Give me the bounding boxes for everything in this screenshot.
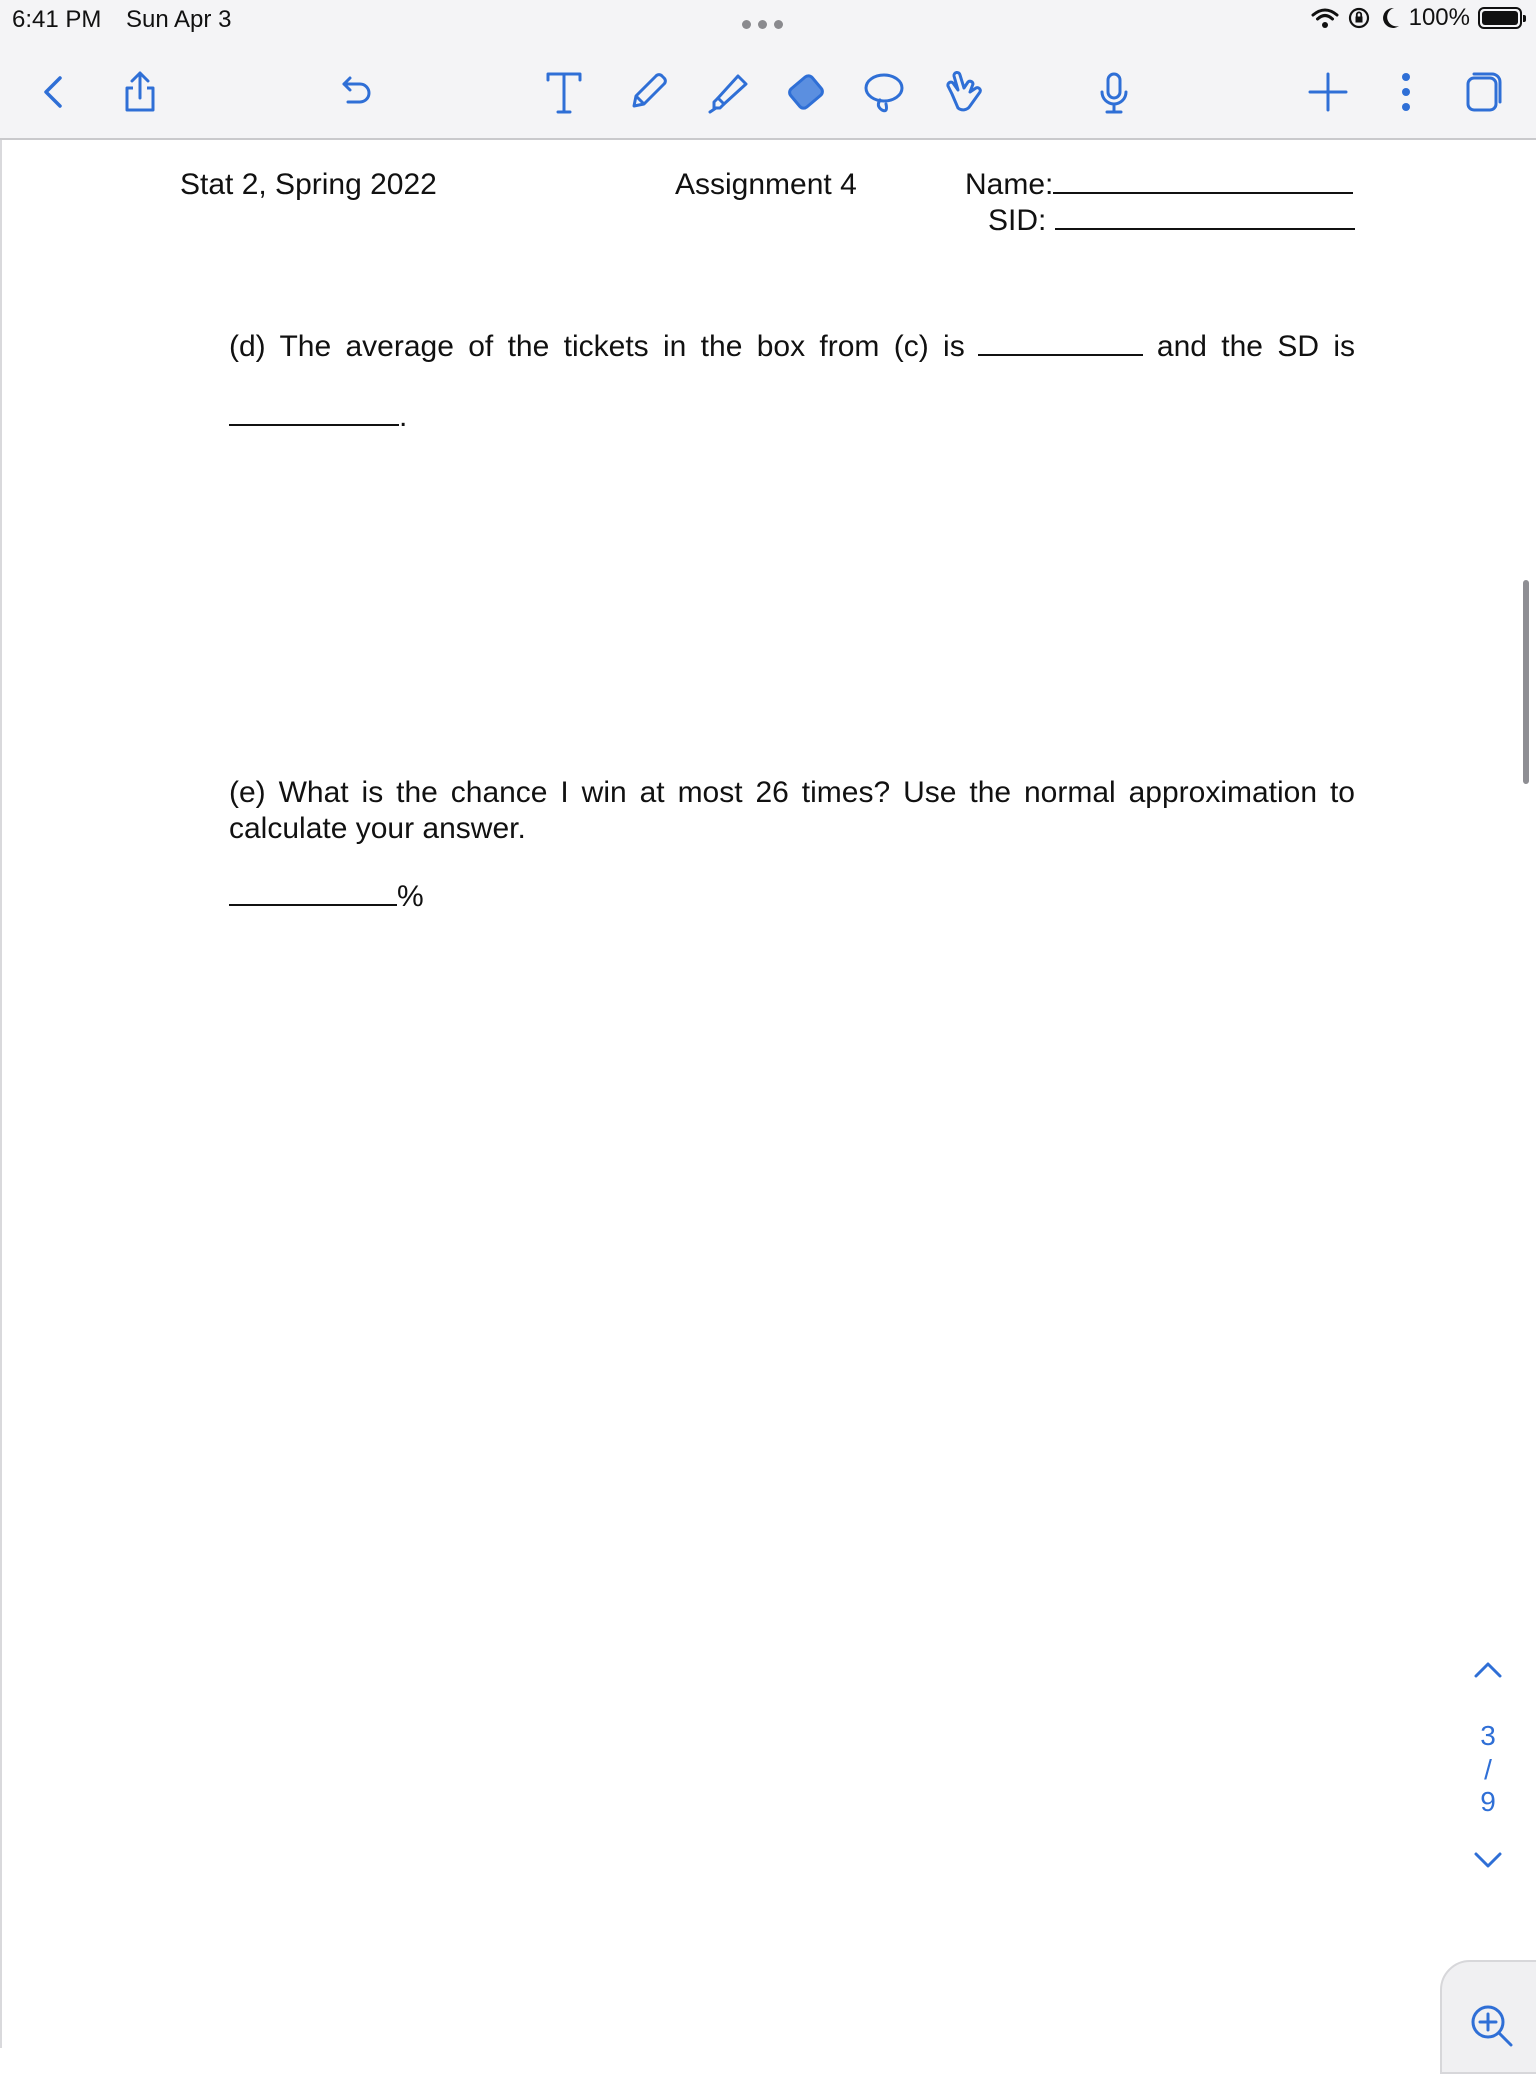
page-separator: /: [1484, 1754, 1492, 1785]
previous-page-icon[interactable]: [1470, 1658, 1506, 1682]
next-page-icon[interactable]: [1470, 1848, 1506, 1872]
add-icon: [1304, 68, 1352, 116]
lasso-icon: [860, 68, 908, 116]
microphone-button[interactable]: [1088, 66, 1140, 118]
sid-blank[interactable]: [1055, 228, 1355, 230]
battery-icon: [1478, 7, 1522, 29]
name-blank[interactable]: [1053, 192, 1353, 194]
text-tool-icon: [540, 68, 588, 116]
eraser-icon: [782, 68, 830, 116]
average-blank[interactable]: [978, 354, 1143, 356]
highlighter-tool-button[interactable]: [702, 66, 754, 118]
question-e-line1: (e) What is the chance I win at most 26 times? Use the normal approximation to: [229, 776, 1355, 809]
text-tool-button[interactable]: [538, 66, 590, 118]
page-navigator: [1466, 1650, 1510, 1880]
chance-blank[interactable]: [229, 904, 397, 906]
pointer-hand-icon: [940, 68, 988, 116]
page-edge: [0, 140, 2, 2048]
question-e-line2: calculate your answer.: [229, 812, 526, 845]
share-button[interactable]: [114, 66, 166, 118]
question-d-text-sd: and the SD is: [1156, 330, 1355, 363]
wifi-icon: [1311, 7, 1339, 29]
status-time: 6:41 PM: [12, 6, 102, 33]
orientation-lock-icon: [1347, 6, 1371, 30]
status-date: Sun Apr 3: [126, 6, 232, 33]
eraser-tool-button[interactable]: [780, 66, 832, 118]
pages-icon: [1458, 68, 1506, 116]
lasso-tool-button[interactable]: [858, 66, 910, 118]
question-d-text: (d) The average of the tickets in the box from (c) is: [229, 330, 965, 363]
current-page-number: 3: [1480, 1720, 1496, 1751]
sd-blank[interactable]: [229, 424, 399, 426]
more-button[interactable]: [1380, 66, 1432, 118]
back-icon: [30, 68, 78, 116]
question-d-period: .: [399, 400, 408, 433]
toolbar: [0, 40, 1536, 140]
question-e-answer: [229, 880, 424, 914]
pointer-tool-button[interactable]: [938, 66, 990, 118]
percent-sign: %: [397, 880, 424, 913]
battery-percent: 100%: [1408, 4, 1470, 31]
moon-icon: [1379, 6, 1401, 30]
multitasking-dots-icon[interactable]: [742, 20, 783, 29]
status-bar: [0, 0, 1536, 40]
course-title: Stat 2, Spring 2022: [180, 168, 437, 201]
status-indicators: [1311, 4, 1522, 32]
name-field-row: [965, 168, 1353, 202]
microphone-icon: [1090, 68, 1138, 116]
back-button[interactable]: [28, 66, 80, 118]
zoom-in-icon: [1468, 2002, 1516, 2050]
pages-button[interactable]: [1456, 66, 1508, 118]
share-icon: [116, 68, 164, 116]
sid-field-row: [988, 204, 1355, 238]
question-e: [229, 775, 1355, 847]
assignment-title: Assignment 4: [675, 168, 857, 201]
name-label: Name:: [965, 168, 1054, 201]
add-button[interactable]: [1302, 66, 1354, 118]
sid-label: SID:: [988, 204, 1047, 237]
highlighter-icon: [704, 68, 752, 116]
question-d-line1: [229, 330, 1355, 364]
zoom-button[interactable]: [1440, 1960, 1536, 2074]
pen-icon: [624, 68, 672, 116]
vertical-scrollbar[interactable]: [1523, 580, 1529, 784]
undo-button[interactable]: [328, 66, 380, 118]
more-icon: [1382, 68, 1430, 116]
undo-icon: [330, 68, 378, 116]
pen-tool-button[interactable]: [622, 66, 674, 118]
total-page-number: 9: [1480, 1786, 1496, 1817]
question-d-line2: [229, 400, 407, 434]
